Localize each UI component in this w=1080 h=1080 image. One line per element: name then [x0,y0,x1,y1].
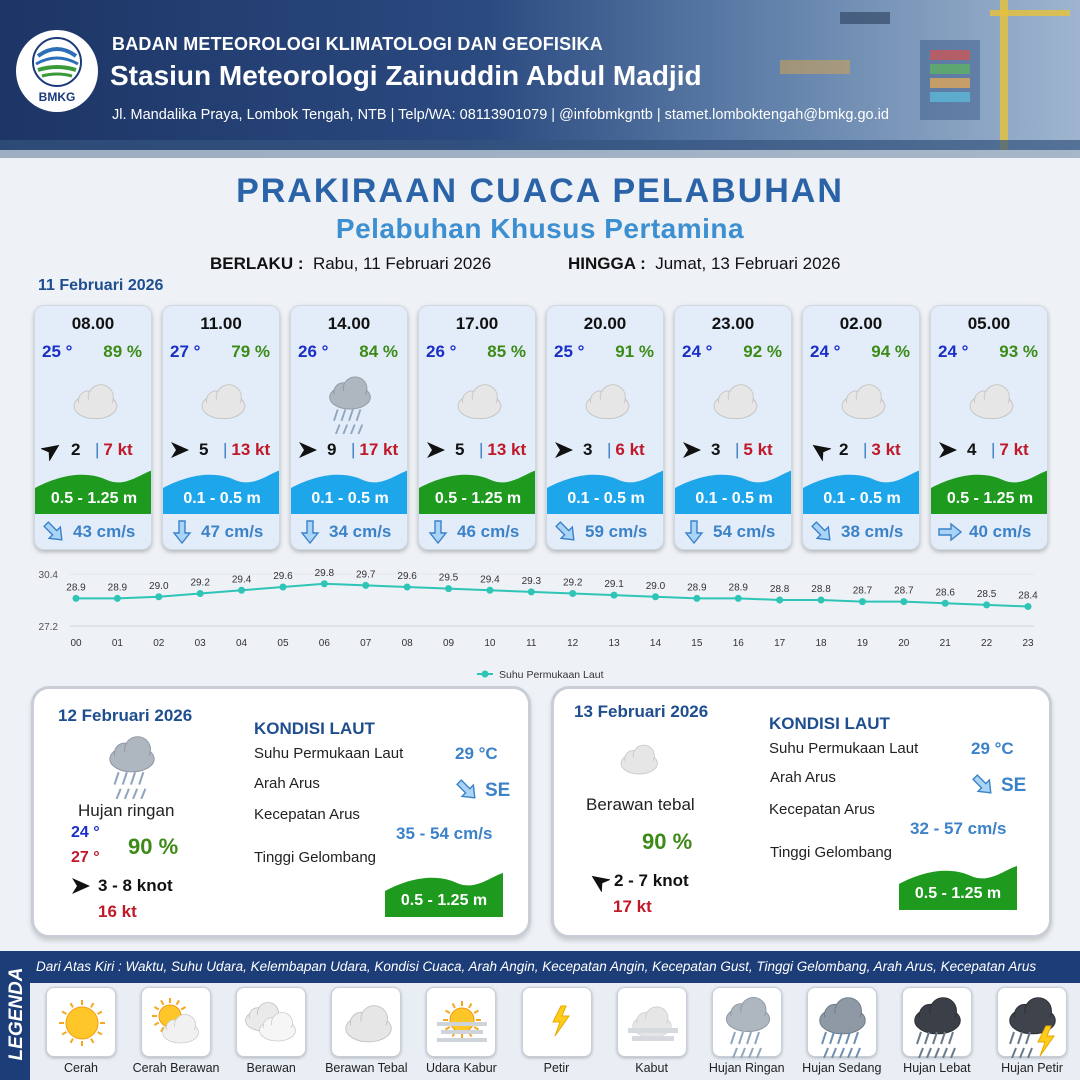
wind-direction-icon [70,875,92,897]
x-tick-label: 13 [608,638,620,649]
legend-body [30,951,1080,1080]
data-point [735,595,742,602]
data-label: 28.7 [894,585,914,597]
validity-from-label: BERLAKU : [210,254,304,273]
data-label: 29.4 [480,574,500,586]
x-tick-label: 23 [1022,638,1034,649]
data-point [197,590,204,597]
day-date: 13 Februari 2026 [574,702,709,721]
legend-item [33,987,129,1075]
sst-value: 29 °C [971,739,1014,758]
data-label: 29.6 [273,571,293,582]
wind-direction-icon [937,439,959,461]
legend-item [604,987,700,1075]
wind-direction-icon [41,439,63,461]
wind-gust: | 5 kt [735,440,773,459]
x-tick-label: 06 [318,638,330,649]
legend-item-label: Hujan Petir [1001,1061,1063,1075]
berawan-tebal-icon [697,368,771,434]
current-direction-icon [41,519,67,545]
humidity: 91 % [615,342,654,361]
wind-gust: 16 kt [98,902,137,921]
hourly-card [162,305,280,550]
berawan-tebal-icon [57,368,131,434]
current-speed: 38 cm/s [841,522,904,541]
validity-to [568,254,840,274]
validity-from [210,254,491,274]
wind-speed: 5 [455,440,465,459]
legend-item-label: Hujan Ringan [708,1061,785,1075]
x-tick-label: 07 [360,638,372,649]
data-point [404,584,411,591]
wind-gust: | 7 kt [991,440,1029,459]
current-speed: 59 cm/s [585,522,648,541]
legend-item [889,987,985,1075]
header-banner [0,0,1080,158]
wind-speed: 3 [711,440,721,459]
condition-text: Hujan ringan [78,801,175,820]
x-tick-label: 04 [236,638,248,649]
forecast-time: 17.00 [455,314,499,333]
data-label: 29.2 [562,577,583,589]
cerah-berawan-icon [141,987,211,1057]
wind-gust: | 17 kt [351,440,399,459]
current-direction-icon [425,519,451,545]
wind-speed: 9 [327,440,337,459]
series-line [76,584,1028,607]
y-tick-label: 27.2 [38,622,58,633]
data-point [652,593,659,600]
sst-label: Suhu Permukaan Laut [254,745,404,762]
x-tick-label: 18 [815,638,827,649]
data-point [238,587,245,594]
data-point [445,585,452,592]
x-tick-label: 15 [691,638,703,649]
data-label: 29.0 [645,580,666,592]
current-dir-value: SE [485,780,511,801]
legend-item [794,987,890,1075]
data-point [73,595,80,602]
data-label: 28.9 [687,582,707,594]
kabut-icon [617,987,687,1057]
data-label: 28.8 [769,584,790,595]
air-temperature: 24 ° [682,342,713,361]
data-point [900,598,907,605]
wave-height: 0.5 - 1.25 m [50,490,138,507]
current-direction-icon [454,777,480,803]
x-tick-label: 05 [277,638,289,649]
air-temperature: 25 ° [554,342,585,361]
wind-gust: | 6 kt [607,440,645,459]
day-panel-12feb [31,686,531,938]
data-label: 29.0 [149,580,169,592]
wave-height-value: 0.5 - 1.25 m [914,885,1002,902]
kondisi-laut-title: KONDISI LAUT [769,714,890,733]
wind-gust-value: 13 kt [231,440,271,459]
air-temperature: 24 ° [938,342,969,361]
legend-item [128,987,224,1075]
bmkg-logo [16,30,98,112]
forecast-time: 23.00 [711,314,755,333]
forecast-time: 02.00 [839,314,883,333]
contact-info: Jl. Mandalika Praya, Lombok Tengah, NTB | Telp/WA: 08113901079 | @infobmkgntb | stamet.lomboktengah@bmkg.go.id [112,107,889,123]
wind-direction-icon [809,439,831,461]
current-speed: 43 cm/s [73,522,136,541]
data-label: 28.9 [66,582,86,594]
wave-height: 0.5 - 1.25 m [946,490,1034,507]
wave-height: 0.1 - 0.5 m [311,490,389,507]
berawan-tebal-icon [569,368,643,434]
page-title: PRAKIRAAN CUACA PELABUHAN [236,172,844,210]
wind-speed: 2 [71,440,81,459]
wind-speed: 2 [839,440,849,459]
data-point [1025,603,1032,610]
wind-gust-value: 7 kt [103,440,133,459]
humidity: 84 % [359,342,398,361]
wind-speed: 2 - 7 knot [614,871,689,890]
wave-height-label: Tinggi Gelombang [254,849,377,866]
current-speed-value: 35 - 54 cm/s [396,824,493,843]
air-temperature: 26 ° [298,342,329,361]
hujan-petir-icon [997,987,1067,1057]
wind-direction-icon [297,439,319,461]
wave-height: 0.1 - 0.5 m [567,490,645,507]
current-speed: 46 cm/s [457,522,520,541]
udara-kabur-icon [426,987,496,1057]
kondisi-laut-title: KONDISI LAUT [254,719,375,738]
day-date: 12 Februari 2026 [58,706,193,725]
legend-item-label: Hujan Lebat [903,1061,971,1075]
validity-from-value: Rabu, 11 Februari 2026 [312,254,492,273]
data-point [859,598,866,605]
x-tick-label: 10 [484,638,496,649]
legend-item [413,987,509,1075]
current-direction-icon [169,519,195,545]
hujan-sedang-icon [807,987,877,1057]
data-point [279,584,286,591]
current-speed: 40 cm/s [969,522,1032,541]
humidity: 90 % [642,829,693,854]
wind-gust: | 7 kt [95,440,133,459]
legend-item [984,987,1080,1075]
sst-chart [30,562,1060,686]
bmkg-emblem-icon [16,30,98,90]
hourly-card [802,305,920,550]
current-direction-icon [809,519,835,545]
wave-height-label: Tinggi Gelombang [770,844,893,861]
data-label: 28.8 [811,584,831,595]
air-temperature: 24 ° [810,342,841,361]
data-label: 29.1 [604,579,624,591]
forecast-time: 11.00 [200,314,242,333]
air-temperature: 25 ° [42,342,73,361]
temp-max: 27 ° [71,849,100,866]
data-label: 28.4 [1018,590,1038,602]
wave-height: 0.1 - 0.5 m [183,490,261,507]
data-point [942,600,949,607]
wind-gust-value: 7 kt [999,440,1029,459]
current-speed-label: Kecepatan Arus [254,806,360,823]
wave-height: 0.1 - 0.5 m [823,490,901,507]
legend-label: Suhu Permukaan Laut [499,669,604,681]
forecast-time: 20.00 [583,314,627,333]
data-point [818,597,825,604]
legend-note: Dari Atas Kiri : Waktu, Suhu Udara, Kelembapan Udara, Kondisi Cuaca, Arah Angin, Kecepatan Angin, Kecepatan Gust, Tinggi Gelombang, Arah Arus, Kecepatan Arus [30,951,1080,983]
x-tick-label: 21 [939,638,951,649]
hourly-card [290,305,408,550]
data-point [486,587,493,594]
berawan-icon [236,987,306,1057]
data-label: 28.9 [107,582,128,594]
wind-gust-value: 13 kt [487,440,527,459]
berawan-tebal-icon [331,987,401,1057]
x-tick-label: 03 [194,638,206,649]
legend-item [509,987,605,1075]
day1-date: 11 Februari 2026 [38,277,164,294]
humidity: 90 % [128,834,179,859]
data-label: 29.3 [521,575,542,587]
x-tick-label: 08 [401,638,413,649]
humidity: 85 % [487,342,526,361]
current-speed: 47 cm/s [201,522,264,541]
data-label: 29.4 [231,574,252,586]
air-temperature: 27 ° [170,342,201,361]
current-dir-label: Arah Arus [254,775,320,792]
data-label: 29.8 [314,567,335,579]
wind-gust: 17 kt [613,897,652,916]
legend [0,951,1080,1080]
data-point [528,588,535,595]
legend-item-label: Berawan Tebal [325,1061,408,1075]
legend-side [0,951,30,1080]
humidity: 89 % [103,342,142,361]
berawan-tebal-icon [185,368,259,434]
current-speed: 34 cm/s [329,522,392,541]
y-tick-label: 30.4 [38,570,58,581]
wave-height-value: 0.5 - 1.25 m [400,892,488,909]
wind-direction-icon [553,439,575,461]
x-tick-label: 20 [898,638,910,649]
wind-gust-value: 17 kt [359,440,399,459]
x-tick-label: 01 [111,638,123,649]
current-speed-label: Kecepatan Arus [769,801,875,818]
wind-direction-icon [681,439,703,461]
data-label: 29.6 [397,571,417,582]
data-point [362,582,369,589]
current-dir-value: SE [1001,775,1027,796]
wave-height: 0.1 - 0.5 m [695,490,773,507]
agency-name: BADAN METEOROLOGI KLIMATOLOGI DAN GEOFISIKA [112,34,603,54]
x-tick-label: 09 [442,638,455,649]
x-tick-label: 12 [567,638,579,649]
legend-item [223,987,319,1075]
condition-text: Berawan tebal [586,795,695,814]
temp-min: 24 ° [71,824,100,841]
humidity: 92 % [743,342,782,361]
wind-gust: | 3 kt [863,440,901,459]
legend-item [318,987,414,1075]
forecast-time: 08.00 [71,314,115,333]
x-tick-label: 16 [732,638,744,649]
data-point [321,580,328,587]
hourly-card [418,305,536,550]
berawan-tebal-icon [825,368,899,434]
data-label: 29.5 [438,572,459,584]
wind-direction-icon [425,439,447,461]
legend-title: LEGENDA [6,967,27,1061]
x-tick-label: 11 [526,638,537,649]
legend-marker [482,671,489,678]
humidity: 94 % [871,342,910,361]
hujan-ringan-icon [712,987,782,1057]
x-tick-label: 19 [856,638,868,649]
wave-height: 0.5 - 1.25 m [434,490,522,507]
data-point [693,595,700,602]
hujan-lebat-icon [902,987,972,1057]
berawan-tebal-icon [441,368,515,434]
petir-icon [522,987,592,1057]
data-label: 28.9 [728,582,748,594]
data-label: 29.2 [190,577,210,589]
x-tick-label: 02 [153,638,165,649]
wind-gust-value: 5 kt [743,440,773,459]
data-point [569,590,576,597]
wind-speed: 5 [199,440,209,459]
wind-direction-icon [588,870,610,892]
x-tick-label: 14 [649,638,662,649]
day-panel-13feb [551,686,1052,938]
data-label: 28.5 [976,588,997,600]
current-direction-icon [297,519,323,545]
forecast-time: 05.00 [967,314,1011,333]
data-point [983,601,990,608]
legend-item-label: Berawan [246,1061,296,1075]
x-tick-label: 22 [981,638,993,649]
humidity: 79 % [231,342,270,361]
wind-gust-value: 3 kt [871,440,901,459]
wind-speed: 3 [583,440,593,459]
x-tick-label: 00 [70,638,82,649]
legend-item-label: Hujan Sedang [802,1061,882,1075]
cerah-icon [46,987,116,1057]
current-dir-label: Arah Arus [770,769,836,786]
data-label: 28.7 [852,585,873,597]
wind-direction-icon [169,439,191,461]
data-label: 28.6 [935,587,955,599]
validity-to-label: HINGGA : [568,254,646,273]
sst-value: 29 °C [455,744,498,763]
air-temperature: 26 ° [426,342,457,361]
forecast-time: 14.00 [327,314,371,333]
page-subtitle: Pelabuhan Khusus Pertamina [335,213,745,244]
legend-item-label: Udara Kabur [425,1061,497,1075]
berawan-tebal-icon [953,368,1027,434]
hourly-card [930,305,1048,550]
data-point [776,597,783,604]
sst-label: Suhu Permukaan Laut [769,740,919,757]
hujan-ringan-icon [92,727,172,799]
current-speed-value: 32 - 57 cm/s [910,819,1007,838]
validity-to-value: Jumat, 13 Februari 2026 [655,254,841,273]
current-direction-icon [681,519,707,545]
current-direction-icon [970,772,996,798]
legend-item-label: Cerah Berawan [132,1061,220,1075]
wind-gust: | 13 kt [479,440,527,459]
hujan-ringan-icon [313,368,387,434]
logo-text: BMKG [38,90,76,104]
wind-gust: | 13 kt [223,440,271,459]
x-tick-label: 17 [774,638,786,649]
humidity: 93 % [999,342,1038,361]
hourly-card [674,305,792,550]
wind-speed: 3 - 8 knot [98,876,173,895]
hourly-card [34,305,152,550]
legend-item-label: Kabut [635,1061,668,1075]
legend-item [699,987,795,1075]
current-direction-icon [553,519,579,545]
current-direction-icon [937,519,963,545]
legend-item-label: Cerah [63,1061,99,1075]
legend-item-label: Petir [543,1061,570,1075]
station-name: Stasiun Meteorologi Zainuddin Abdul Madjid [110,60,702,91]
berawan-tebal-icon [604,731,672,787]
wind-gust-value: 6 kt [615,440,645,459]
data-point [114,595,121,602]
data-point [155,593,162,600]
data-label: 29.7 [356,569,376,581]
hourly-card [546,305,664,550]
current-speed: 54 cm/s [713,522,776,541]
wind-speed: 4 [967,440,977,459]
data-point [611,592,618,599]
